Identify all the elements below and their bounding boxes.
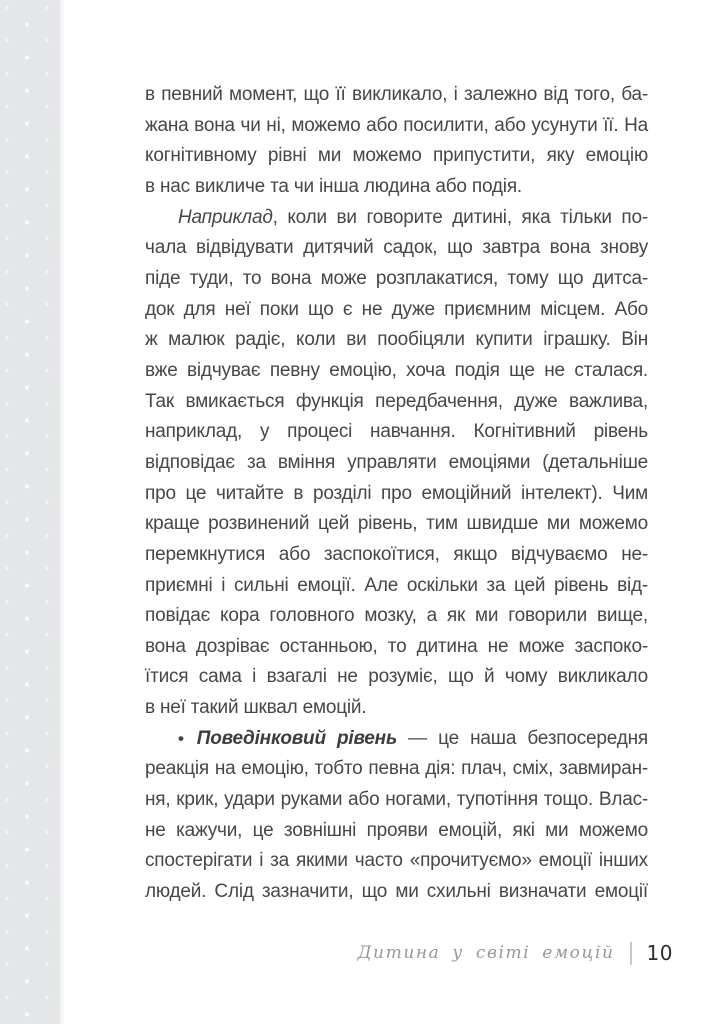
text-segment: док для неї поки що є не дуже приємним місцем. Або [145,298,648,320]
text-block [145,80,648,908]
text-segment: їтися сама і взагалі не розуміє, що й чому викликало [145,666,648,688]
page-footer [358,939,673,967]
text-line [145,80,648,111]
text-line [145,816,648,847]
text-segment: в неї такий шквал емоцій. [145,697,367,719]
page-number: 10 [646,941,673,965]
text-segment: про це читайте в розділі про емоційний інтелект). Чим [145,482,648,504]
text-line [145,417,648,448]
text-segment: ня, крик, удари руками або ногами, тупотіння тощо. Влас- [145,789,648,811]
text-segment: вона дозріває останньою, то дитина не може заспоко- [145,635,648,657]
text-line [145,233,648,264]
text-segment: перемкнутися або заспокоїтися, якщо відчуваємо не- [145,543,648,565]
text-line [145,325,648,356]
text-segment: в нас викличе та чи інша людина або подія. [145,175,522,197]
text-segment: спостерігати і за якими часто «прочитуємо» емоції інших [145,850,648,872]
text-line [145,387,648,418]
text-line [145,724,648,755]
text-segment: вже відчуває певну емоцію, хоча подія ще не сталася. [145,359,648,381]
text-line [145,203,648,234]
text-line [145,295,648,326]
text-line [145,172,648,203]
text-line [145,662,648,693]
text-line [145,264,648,295]
running-title: Дитина у світі емоцій [357,943,615,963]
text-line [145,571,648,602]
text-segment: когнітивному рівні ми можемо припустити, яку емоцію [145,145,648,167]
footer-separator [630,942,632,965]
text-segment: піде туди, то вона може розплакатися, тому що дитса- [145,267,648,289]
bullet-marker: • [178,728,184,748]
text-line [145,877,648,908]
text-line [145,785,648,816]
text-segment: людей. Слід зазначити, що ми схильні визначати емоції [145,881,648,903]
text-line [145,448,648,479]
text-segment: приємні і сильні емоції. Але оскільки за цей рівень від- [145,574,648,596]
text-line [145,540,648,571]
text-line [145,479,648,510]
page-edge-shadow [58,0,65,1024]
text-segment: наприклад, у процесі навчання. Когнітивний рівень [145,421,648,443]
text-segment: реакція на емоцію, тобто певна дія: плач, сміх, завмиран- [145,758,648,780]
text-line [145,356,648,387]
text-segment: чала відвідувати дитячий садок, що завтра вона знову [145,237,648,259]
text-segment: Так вмикається функція передбачення, дуже важлива, [145,390,648,412]
text-segment: в певний момент, що її викликало, і залежно від того, ба- [145,84,648,105]
paragraph-cognitive-level [145,80,648,203]
text-segment: , коли ви говорите дитині, яка тільки по- [272,206,648,228]
text-segment: жана вона чи ні, можемо або посилити, або усунути її. На [145,114,648,136]
text-segment: ж малюк радіє, коли ви пообіцяли купити іграшку. Він [145,329,648,351]
text-line [145,141,648,172]
text-segment: не кажучи, це зовнішні прояви емоцій, які ми можемо [145,819,648,841]
paragraph-behavioral-level [145,724,648,908]
text-segment: повідає кора головного мозку, а як ми говорили вище, [145,605,648,627]
text-segment: краще розвинений цей рівень, тим швидше ми можемо [145,513,648,535]
text-line [145,846,648,877]
paragraph-example [145,203,648,724]
left-margin-dotted-strip [0,0,58,1024]
text-line [145,509,648,540]
text-line [145,111,648,142]
text-segment: — це наша безпосередня [397,727,648,749]
text-segment: Наприклад [178,206,273,228]
text-line [145,693,648,724]
text-line [145,754,648,785]
text-line [145,601,648,632]
text-segment: відповідає за вміння управляти емоціями (детальніше [145,451,648,473]
text-line [145,632,648,663]
text-segment: Поведінковий рівень [196,727,398,749]
